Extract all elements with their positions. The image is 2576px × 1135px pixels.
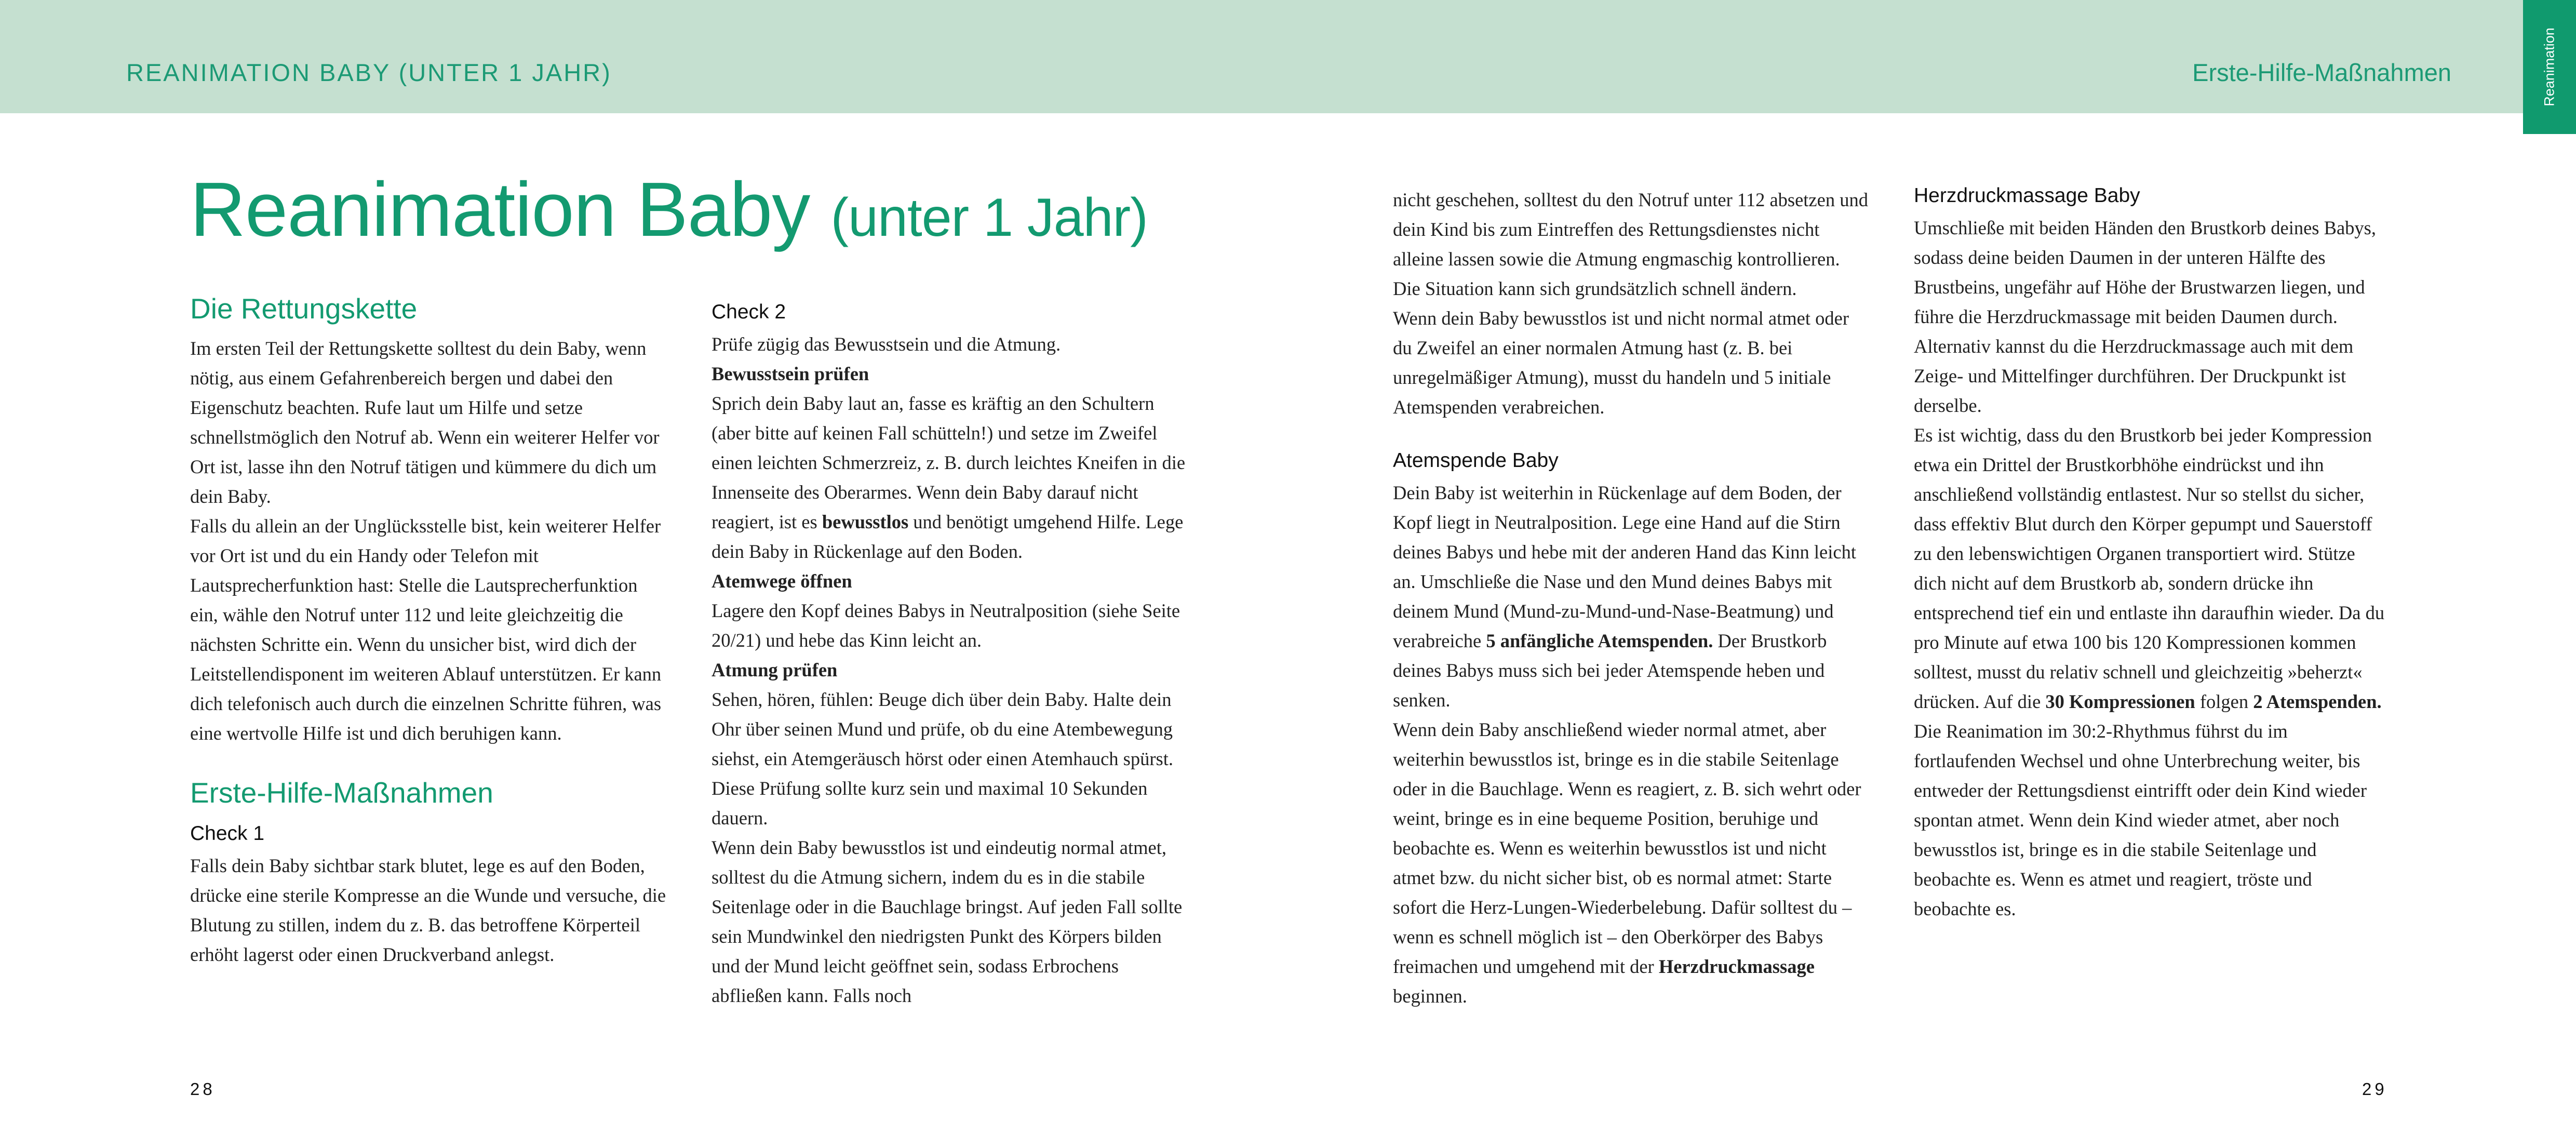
page-number-left: 28 xyxy=(190,1079,216,1099)
paragraph: Wenn dein Baby bewusstlos ist und eindeutig normal atmet, solltest du die Atmung sichern, indem du es in die stabile Seitenlage oder in die Bauchlage bringst. Auf jeden Fall sollte sein Mundwinkel den niedrigsten Punkt des Körpers bilden und der Mund leicht geöffnet sein, sodass Erbrochens abfließen kann. Falls noch xyxy=(712,837,1183,1006)
bold-run: 5 anfängliche Atemspenden. xyxy=(1486,630,1713,651)
page-number-right: 29 xyxy=(2362,1079,2387,1099)
label-atmung: Atmung prüfen xyxy=(712,659,838,680)
bold-run: 2 Atemspenden. xyxy=(2253,691,2382,712)
paragraph: Wenn dein Baby bewusstlos ist und nicht normal atmet oder du Zweifel an einer normalen Atmung hast (z. B. bei unregelmäßiger Atmung), musst du handeln und 5 initiale Atemspenden verabreichen. xyxy=(1393,308,1849,418)
paragraph: Prüfe zügig das Bewusstsein und die Atmung. xyxy=(712,333,1061,355)
heading-erste-hilfe: Erste-Hilfe-Maßnahmen xyxy=(190,777,493,809)
column-1 xyxy=(190,291,668,969)
paragraph: Umschließe mit beiden Händen den Brustkorb deines Babys, sodass deine beiden Daumen in der unteren Hälfte des Brustbeins, ungefähr auf Höhe der Brustwarzen liegen, und führe die Herzdruckmassage mit beiden Daumen durch. Alternativ kannst du die Herzdruckmassage auch mit dem Zeige- und Mittelfinger durchführen. Der Druckpunkt ist derselbe. xyxy=(1914,217,2377,416)
paragraph xyxy=(712,655,1189,685)
paragraph xyxy=(712,566,1189,596)
text-run: Sprich dein Baby laut an, fasse es kräftig an den Schultern (aber bitte auf keinen Fall schütteln!) und setze im Zweifel einen leichten Schmerzreiz, z. B. durch leichtes Kneifen in die Innenseite des Oberarmes. Wenn dein Baby darauf nicht reagiert, ist es xyxy=(712,393,1186,532)
heading-rettungskette: Die Rettungskette xyxy=(190,292,418,325)
paragraph: Falls dein Baby sichtbar stark blutet, lege es auf den Boden, drücke eine sterile Kompresse an die Wunde und versuche, die Blutung zu stillen, indem du z. B. das betroffene Körperteil erhöht lagerst oder einen Druckverband anlegst. xyxy=(190,855,666,965)
page-title-main: Reanimation Baby xyxy=(190,167,810,252)
heading-atemspende: Atemspende Baby xyxy=(1393,449,1559,472)
text-run: und benötigt umgehend Hilfe. Lege dein Baby in Rückenlage auf den Boden. xyxy=(712,511,1184,562)
column-4 xyxy=(1914,182,2392,924)
chapter-tab xyxy=(2523,0,2576,134)
page-title-sub: (unter 1 Jahr) xyxy=(830,188,1148,248)
page-title xyxy=(190,167,1148,252)
paragraph: Sehen, hören, fühlen: Beuge dich über dein Baby. Halte dein Ohr über seinen Mund und prüfe, ob du eine Atembewegung siehst, ein Atemgeräusch hörst oder einen Atemhauch spürst. Diese Prüfung sollte kurz sein und maximal 10 Sekunden dauern. xyxy=(712,689,1173,829)
text-run: Der Brustkorb deines Babys muss sich bei jeder Atemspende heben und senken. xyxy=(1393,630,1827,711)
column-2 xyxy=(712,298,1189,1010)
label-bewusstsein: Bewusstsein prüfen xyxy=(712,363,869,384)
text-run: Wenn dein Baby anschließend wieder normal atmet, aber weiterhin bewusstlos ist, bringe es in die stabile Seitenlage oder in die Bauchlage. Wenn es reagiert, z. B. sich wehrt oder weint, bringe es in eine bequeme Position, beruhige und beobachte es. Wenn es weiterhin bewusstlos ist und nicht atmet bzw. du nicht sicher bist, ob es normal atmet: Starte sofort die Herz-Lungen-Wiederbelebung. Dafür solltest du – wenn es schnell möglich ist – den Oberkörper des Babys freimachen und umgehend mit der xyxy=(1393,719,1861,977)
text-run: folgen xyxy=(2195,691,2253,712)
running-header-left: REANIMATION BABY (UNTER 1 JAHR) xyxy=(126,59,612,86)
text-run: Die Reanimation im 30:2-Rhythmus führst du im fortlaufenden Wechsel und ohne Unterbrechung weiter, bis entweder der Rettungsdienst eintrifft oder dein Kind wieder spontan atmet. Wenn dein Kind wieder atmet, aber noch bewusstlos ist, bringe es in die stabile Seitenlage und beobachte es. Wenn es atmet und reagiert, tröste und beobachte es. xyxy=(1914,720,2367,919)
header-band xyxy=(0,0,2576,113)
paragraph xyxy=(712,359,1189,389)
paragraph: Lagere den Kopf deines Babys in Neutralposition (siehe Seite 20/21) und hebe das Kinn leicht an. xyxy=(712,600,1180,651)
heading-check-1: Check 1 xyxy=(190,822,265,845)
paragraph xyxy=(712,389,1189,566)
paragraph: Falls du allein an der Unglücksstelle bist, kein weiterer Helfer vor Ort ist und du ein Handy oder Telefon mit Lautsprecherfunktion hast: Stelle die Lautsprecherfunktion ein, wähle den Notruf unter 112 und leite gleichzeitig die nächsten Schritte ein. Wenn du unsicher bist, wird dich der Leitstellendisponent im weiteren Ablauf unterstützen. Er kann dich telefonisch auch durch die einzelnen Schritte führen, was eine wertvolle Hilfe ist und dich beruhigen kann. xyxy=(190,515,662,744)
running-header-right: Erste-Hilfe-Maßnahmen xyxy=(2192,59,2451,86)
text-run: beginnen. xyxy=(1393,985,1467,1007)
text-run: Dein Baby ist weiterhin in Rückenlage auf dem Boden, der Kopf liegt in Neutralposition. Lege eine Hand auf die Stirn deines Babys und hebe mit der anderen Hand das Kinn leicht an. Umschließe die Nase und den Mund deines Babys mit deinem Mund (Mund-zu-Mund-und-Nase-Beatmung) und verabreiche xyxy=(1393,482,1856,651)
chapter-tab-label: Reanimation xyxy=(2541,28,2557,106)
paragraph xyxy=(1393,715,1871,1011)
paragraph: Im ersten Teil der Rettungskette solltest du dein Baby, wenn nötig, aus einem Gefahrenbereich bergen und dabei den Eigenschutz beachten. Rufe laut um Hilfe und setze schnellstmöglich den Notruf ab. Wenn ein weiterer Helfer vor Ort ist, lasse ihn den Notruf tätigen und kümmere du dich um dein Baby. xyxy=(190,338,660,507)
paragraph: nicht geschehen, solltest du den Notruf unter 112 absetzen und dein Kind bis zum Eintreffen des Rettungsdienstes nicht alleine lassen sowie die Atmung engmaschig kontrollieren. Die Situation kann sich grundsätzlich schnell ändern. xyxy=(1393,189,1868,299)
bold-run: Herzdruckmassage xyxy=(1658,956,1815,977)
bold-run: bewusstlos xyxy=(822,511,909,532)
bold-run: 30 Kompressionen xyxy=(2045,691,2195,712)
text-run: Es ist wichtig, dass du den Brustkorb bei jeder Kompression etwa ein Drittel der Brustkorbhöhe eindrückst und ihn anschließend vollständig entlastest. Nur so stellst du sicher, dass effektiv Blut durch den Körper gepumpt und Sauerstoff zu den lebenswichtigen Organen transportiert wird. Stütze dich nicht auf dem Brustkorb ab, sondern drücke ihn entsprechend tief ein und entlaste ihn daraufhin wieder. Da du pro Minute auf etwa 100 bis 120 Kompressionen kommen solltest, musst du relativ schnell und gleichzeitig »beherzt« drücken. Auf die xyxy=(1914,424,2385,712)
column-3 xyxy=(1393,185,1871,1011)
paragraph xyxy=(1393,478,1871,715)
label-atemwege: Atemwege öffnen xyxy=(712,570,852,592)
heading-check-2: Check 2 xyxy=(712,301,786,323)
heading-herzdruckmassage: Herzdruckmassage Baby xyxy=(1914,184,2140,207)
paragraph xyxy=(1914,420,2392,924)
